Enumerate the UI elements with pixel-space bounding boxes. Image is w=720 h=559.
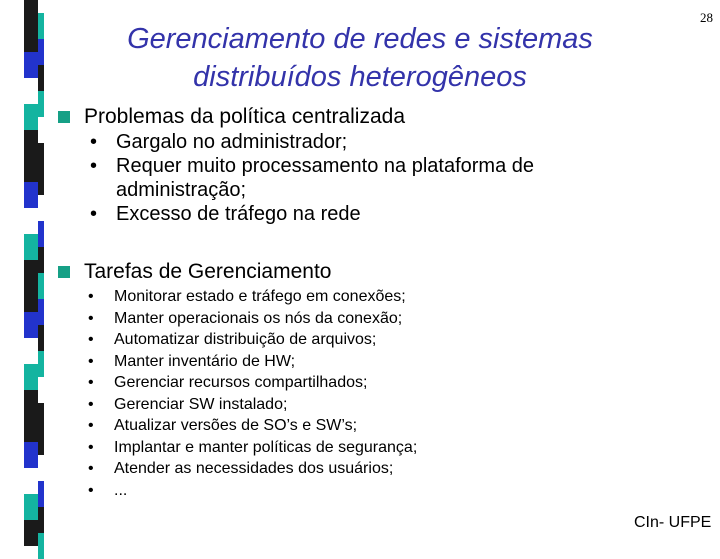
stripe-block xyxy=(24,104,38,130)
stripe-block xyxy=(38,325,44,351)
stripe-block xyxy=(24,442,38,468)
list-item-text: Requer muito processamento na plataforma de administração; xyxy=(116,155,535,201)
list-item-text: Automatizar distribuição de arquivos; xyxy=(114,331,377,348)
list-item xyxy=(88,458,648,480)
list-item-text: Gerenciar SW instalado; xyxy=(114,395,288,413)
bullet-icon: • xyxy=(88,309,94,327)
bullet-icon: • xyxy=(88,288,94,305)
stripe-block xyxy=(38,403,44,429)
decorative-side-stripe xyxy=(0,0,44,540)
stripe-block xyxy=(38,481,44,507)
stripe-block xyxy=(38,143,44,169)
bullet-icon: • xyxy=(88,438,94,456)
footer-credit: CIn- UFPE xyxy=(634,514,712,531)
bullet-icon: • xyxy=(88,460,94,477)
square-bullet-icon xyxy=(58,111,70,123)
stripe-block xyxy=(24,338,38,364)
list-item xyxy=(88,308,648,330)
stripe-block xyxy=(38,533,44,559)
bullet-icon: • xyxy=(88,417,94,434)
stripe-block xyxy=(24,26,38,52)
list-item-text: Atender as necessidades dos usuários; xyxy=(114,460,394,477)
section-heading-text: Problemas da política centralizada xyxy=(84,105,406,128)
stripe-block xyxy=(24,156,38,182)
list-item xyxy=(88,437,648,459)
list-item-text: Atualizar versões de SO’s e SW’s; xyxy=(114,417,358,434)
stripe-block xyxy=(24,390,38,416)
stripe-block xyxy=(24,468,38,494)
stripe-block xyxy=(38,507,44,533)
list-item xyxy=(88,415,648,437)
stripe-block xyxy=(24,364,38,390)
stripe-block xyxy=(24,130,38,156)
bullet-icon: • xyxy=(90,155,98,177)
stripe-block xyxy=(38,247,44,273)
list-item-text: Gerenciar recursos compartilhados; xyxy=(114,374,368,391)
list-item xyxy=(88,480,648,502)
list-item-text: ... xyxy=(114,481,128,499)
list-item-text: Manter operacionais os nós da conexão; xyxy=(114,309,403,327)
stripe-block xyxy=(24,260,38,286)
stripe-block xyxy=(38,169,44,195)
stripe-block xyxy=(38,299,44,325)
stripe-block xyxy=(38,65,44,91)
list-item-text: Implantar e manter políticas de segurança; xyxy=(114,438,418,456)
bullet-icon: • xyxy=(90,131,98,153)
stripe-block xyxy=(24,494,38,520)
bullet-icon: • xyxy=(90,203,98,225)
stripe-block xyxy=(24,416,38,442)
list-item xyxy=(90,154,650,202)
list-item xyxy=(88,286,648,308)
list-item xyxy=(90,202,650,226)
list-item-text: Manter inventário de HW; xyxy=(114,352,296,370)
stripe-block xyxy=(24,0,38,26)
stripe-block xyxy=(38,221,44,247)
section-heading-text: Tarefas de Gerenciamento xyxy=(84,260,332,283)
stripe-block xyxy=(24,234,38,260)
bullet-icon: • xyxy=(88,374,94,391)
list-item-text: Gargalo no administrador; xyxy=(116,131,348,153)
list-item-text: Excesso de tráfego na rede xyxy=(116,203,361,225)
stripe-block xyxy=(24,520,38,546)
tasks-list xyxy=(88,286,648,501)
list-item xyxy=(88,329,648,351)
page-number: 28 xyxy=(700,10,713,25)
stripe-block xyxy=(24,208,38,234)
stripe-block xyxy=(24,182,38,208)
stripe-block xyxy=(24,286,38,312)
bullet-icon: • xyxy=(88,481,94,499)
stripe-block xyxy=(38,273,44,299)
slide-title-line-2: distribuídos heterogêneos xyxy=(193,61,527,93)
bullet-icon: • xyxy=(88,331,94,348)
stripe-block xyxy=(38,91,44,117)
stripe-block xyxy=(24,312,38,338)
list-item xyxy=(88,351,648,373)
list-item xyxy=(90,130,650,154)
problems-list xyxy=(90,130,650,226)
square-bullet-icon xyxy=(58,266,70,278)
slide-title-line-1: Gerenciamento de redes e sistemas xyxy=(127,23,593,55)
list-item-text: Monitorar estado e tráfego em conexões; xyxy=(114,288,406,305)
bullet-icon: • xyxy=(88,395,94,413)
stripe-block xyxy=(38,455,44,481)
stripe-block xyxy=(38,195,44,221)
stripe-block xyxy=(24,78,38,104)
stripe-block xyxy=(38,39,44,65)
slide-title xyxy=(60,20,660,96)
stripe-block xyxy=(38,117,44,143)
bullet-icon: • xyxy=(88,352,94,370)
stripe-block xyxy=(38,13,44,39)
stripe-block xyxy=(38,377,44,403)
stripe-block xyxy=(38,351,44,377)
stripe-block xyxy=(38,429,44,455)
list-item xyxy=(88,394,648,416)
list-item xyxy=(88,372,648,394)
stripe-block xyxy=(24,52,38,78)
